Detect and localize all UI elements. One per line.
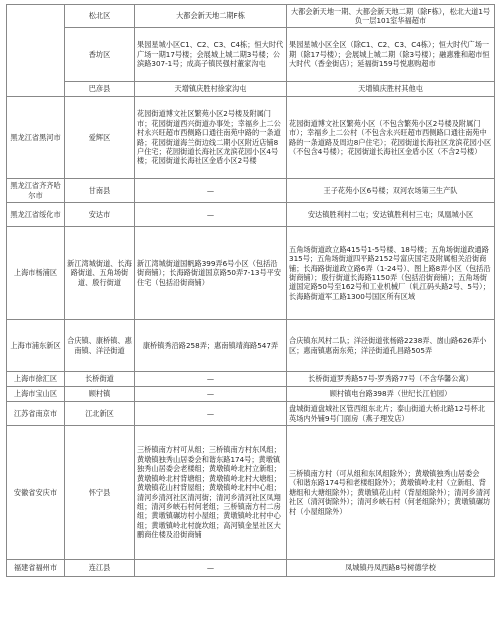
table-row — [7, 5, 495, 28]
city-cell: 上海市宝山区 — [7, 387, 65, 402]
medium-risk-area-cell: 王子花苑小区6号楼；双河农场第三生产队 — [287, 179, 495, 203]
district-cell: 长桥街道 — [65, 372, 135, 387]
medium-risk-area-cell: 花园街道博文社区繁苑小区（不包含繁苑小区2号楼及附属门市）；幸福乡上二公村（不包含永兴旺超市西侧路口通往南苑中路的一条道路及周边8户住宅）；花园街道长海社区龙滨花园小区（不包含4号楼）；花园街道长海社区金盾小区（不含2号楼） — [287, 97, 495, 179]
high-risk-area-cell: 果园星城小区C1、C2、C3、C4栋；恒大时代广场一期17号楼；会展城上城二期3号楼；公滨路307-1号；成高子镇民强村董家沟屯 — [135, 28, 287, 82]
high-risk-area-cell: — — [135, 372, 287, 387]
table-row — [7, 402, 495, 426]
district-cell: 连江县 — [65, 560, 135, 577]
high-risk-area-cell: — — [135, 387, 287, 402]
city-cell: 黑龙江省绥化市 — [7, 203, 65, 227]
medium-risk-area-cell: 大都会新天地一期、大都会新天地二期（除F栋），松北大道1号负一层101室华福超市 — [287, 5, 495, 28]
city-cell: 上海市浦东新区 — [7, 320, 65, 372]
table-row — [7, 97, 495, 179]
medium-risk-area-cell: 盘城街道盘城社区管西组东北片；泰山街道大桥北路12号杯北英场内外铺9号门面房（燕子理发店） — [287, 402, 495, 426]
city-cell: 黑龙江省齐齐哈尔市 — [7, 179, 65, 203]
high-risk-area-cell: 新江湾城街道国帆路399弄6号小区（包括沿街商铺）；长海路街道国京路50弄7-13号平安住宅（包括沿街商铺） — [135, 227, 287, 320]
high-risk-area-cell: — — [135, 179, 287, 203]
district-cell: 安达市 — [65, 203, 135, 227]
district-cell: 香坊区 — [65, 28, 135, 82]
city-cell: 福建省福州市 — [7, 560, 65, 577]
city-cell: 上海市杨浦区 — [7, 227, 65, 320]
city-cell — [7, 5, 65, 97]
district-cell: 巴彦县 — [65, 82, 135, 97]
city-cell: 江苏省南京市 — [7, 402, 65, 426]
district-cell: 新江湾城街道、长海路街道、五角场街道、殷行街道 — [65, 227, 135, 320]
medium-risk-area-cell: 合庆镇东风村二队；洋泾街道张杨路2238弄、崮山路626弄小区；惠南镇惠南东苑；洋泾街道孔昌路505弄 — [287, 320, 495, 372]
high-risk-area-cell: 天增镇庆胜村徐家沟屯 — [135, 82, 287, 97]
high-risk-area-cell: — — [135, 560, 287, 577]
table-row — [7, 320, 495, 372]
medium-risk-area-cell: 长桥街道罗秀路57号-罗秀路77号（不含华馨公寓） — [287, 372, 495, 387]
medium-risk-area-cell: 凤城镇丹凤西路8号树德学校 — [287, 560, 495, 577]
high-risk-area-cell: — — [135, 203, 287, 227]
high-risk-area-cell: 大都会新天地二期F栋 — [135, 5, 287, 28]
medium-risk-area-cell: 安达镇胜利村二屯；安达镇胜利村三屯；凤凰城小区 — [287, 203, 495, 227]
table-row — [7, 82, 495, 97]
high-risk-area-cell: 花园街道博文社区繁苑小区2号楼及附属门市；花园街道西兴街道办事处；幸福乡上二公村永兴旺超市西侧路口通往南苑中路的一条道路；花园街道海兰街边线二期小区附近店铺8户住宅；花园街道长海社区龙滨花园小区4号楼；花园街道长海社区金盾小区2号楼 — [135, 97, 287, 179]
high-risk-area-cell: — — [135, 402, 287, 426]
medium-risk-area-cell: 五角场街道政立路415号1-5号楼、18号楼；五角场街道政通路315号；五角场街道四平路2152号富庆国宅及附属相关沿街商铺；长海路街道政立路6弄（1-24号）、图上路8弄小区（包括沿街商铺）；殷行街道长海路1150弄（包括沿街商铺）；五角场街道国定路50号至162号和工业机械厂（轧江码头路2号、5号）；长海路街道军工路1300号国区所有区域 — [287, 227, 495, 320]
medium-risk-area-cell: 顾村镇电台路398弄（世纪长江伯园） — [287, 387, 495, 402]
city-cell: 上海市徐汇区 — [7, 372, 65, 387]
district-cell: 松北区 — [65, 5, 135, 28]
medium-risk-area-cell: 果园星城小区全区（除C1、C2、C3、C4栋）；恒大时代广场一期（除17号楼）；会展城上城二期（除3号楼）；融惠雅和超市恒大时代（香金街店）；延福街159号悦惠购超市 — [287, 28, 495, 82]
high-risk-area-cell: 康桥镇秀沿路258弄；惠南镇靖海路547弄 — [135, 320, 287, 372]
district-cell: 合庆镇、康桥镇、惠南镇、洋泾街道 — [65, 320, 135, 372]
district-cell: 江北新区 — [65, 402, 135, 426]
risk-area-table — [6, 4, 495, 577]
table-row — [7, 387, 495, 402]
district-cell: 甘南县 — [65, 179, 135, 203]
high-risk-area-cell: 三桥镇南方村可从组；三桥镇南方村东风组；黄墩镇独秀山居委会和谐东路174号；黄墩镇独秀山居委会老楼组；黄墩镇岭北村立新组；黄墩镇岭北村背塘组；黄墩镇岭北村大塘组；黄墩镇花山村背屋组；黄墩镇岭北村中心组；清河乡清河社区清河街；清河乡清河社区凤翔组；清河乡峡石村何老组；三桥镇南方村二房组；黄墩镇碾坊村小屋组；黄墩镇岭北村中心组；黄墩镇岭北村旋坎组；高河镇金星社区大鹏商住楼及沿街商铺 — [135, 426, 287, 560]
table-row — [7, 203, 495, 227]
table-row — [7, 179, 495, 203]
city-cell: 黑龙江省黑河市 — [7, 97, 65, 179]
district-cell: 顾村镇 — [65, 387, 135, 402]
district-cell: 爱辉区 — [65, 97, 135, 179]
table-row — [7, 426, 495, 560]
table-row — [7, 372, 495, 387]
medium-risk-area-cell: 天增镇庆胜村其他屯 — [287, 82, 495, 97]
table-row — [7, 227, 495, 320]
table-row — [7, 560, 495, 577]
city-cell: 安徽省安庆市 — [7, 426, 65, 560]
medium-risk-area-cell: 三桥镇南方村（可从组和东风组除外）；黄墩镇独秀山居委会（和谐东路174号和老楼组除外）；黄墩镇岭北村（立新组、背塘组和大塘组除外）；黄墩镇花山村（背屋组除外）；清河乡清河社区（清河街除外）；清河乡峡石村（何老组除外）；黄墩镇碾坊村（小屋组除外） — [287, 426, 495, 560]
table-row — [7, 28, 495, 82]
district-cell: 怀宁县 — [65, 426, 135, 560]
